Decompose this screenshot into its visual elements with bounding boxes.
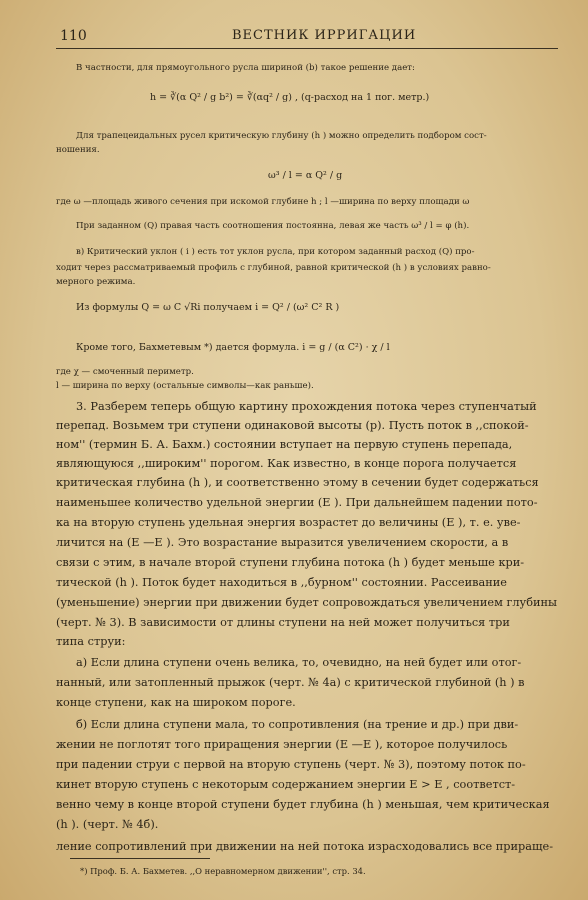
formula-bakhmetev: Кроме того, Бахметевым *) дается формула. i = g / (α C²) · χ / l [76,342,390,353]
paragraph-line: конце ступени, как на широком пороге. [56,696,296,709]
paragraph-line: кинет вторую ступень с некоторым содержанием энергии E > E , соответст- [56,778,516,791]
paragraph-line: (h ). (черт. № 4б). [56,818,159,831]
footnote-rule [70,858,210,859]
paragraph-line: нанный, или затопленный прыжок (черт. № 4а) с критической глубиной (h ) в [56,676,525,689]
formula-trapezoidal: ω³ / l = α Q² / g [268,170,343,181]
text-line: где χ — смоченный периметр. [56,367,194,377]
text-line: мерного режима. [56,277,136,287]
text-line: Для трапецеидальных русел критическую глубину (h ) можно определить подбором сост- [76,131,487,141]
paragraph-line: жении не поглотят того приращения энергии (E —E ), которое получилось [56,738,508,751]
paragraph-line: перепад. Возьмем три ступени одинаковой высоты (p). Пусть поток в ,,спокой- [56,419,529,432]
text-line: l — ширина по верху (остальные символы—как раньше). [56,381,314,391]
journal-title: ВЕСТНИК ИРРИГАЦИИ [232,28,417,43]
footnote: *) Проф. Б. А. Бахметев. ,,О неравномерном движении'', стр. 34. [80,866,366,876]
paragraph-line: ка на вторую ступень удельная энергия возрастет до величины (E ), т. е. уве- [56,516,521,529]
text-line: ходит через рассматриваемый профиль с глубиной, равной критической (h ) в условиях равно- [56,263,491,273]
paragraph-line: наименьшее количество удельной энергии (E ). При дальнейшем падении пото- [56,496,538,509]
paragraph-line: критическая глубина (h ), и соответственно этому в сечении будет содержаться [56,476,539,489]
page-header [56,28,558,49]
text-line: ношения. [56,145,100,155]
formula-critical-slope: Из формулы Q = ω C √Ri получаем i = Q² / (ω² C² R ) [76,302,340,313]
paragraph-line: а) Если длина ступени очень велика, то, очевидно, на ней будет или отог- [76,656,522,669]
paragraph-line: венно чему в конце второй ступени будет глубина (h ) меньшая, чем критическая [56,798,550,811]
paragraph-line: личится на (E —E ). Это возрастание выразится увеличением скорости, а в [56,536,509,549]
paragraph-line: типа струи: [56,635,126,648]
paragraph-line: при падении струи с первой на вторую ступень (черт. № 3), поэтому поток по- [56,758,526,771]
paragraph-line: связи с этим, в начале второй ступени глубина потока (h ) будет меньше кри- [56,556,525,569]
paragraph-line: являющуюся ,,широким'' порогом. Как известно, в конце порога получается [56,457,517,470]
text-line: В частности, для прямоугольного русла шириной (b) такое решение дает: [76,63,415,73]
paragraph-line: ление сопротивлений при движении на ней потока израсходовались все прираще- [56,840,554,853]
paragraph-line: б) Если длина ступени мала, то сопротивления (на трение и др.) при дви- [76,718,519,731]
text-line: При заданном (Q) правая часть соотношения постоянна, левая же часть ω³ / l = φ (h). [76,221,470,231]
page-number: 110 [60,28,87,44]
paragraph-line: 3. Разберем теперь общую картину прохождения потока через ступенчатый [76,400,537,413]
text-line: где ω —площадь живого сечения при искомой глубине h ; l —ширина по верху площади ω [56,197,470,207]
formula-critical-depth-rect: h = ∛(α Q² / g b²) = ∛(αq² / g) , (q-расход на 1 пог. метр.) [150,92,430,103]
paragraph-line: (черт. № 3). В зависимости от длины ступени на ней может получиться три [56,616,510,629]
paragraph-line: тической (h ). Поток будет находиться в ,,бурном'' состоянии. Рассеивание [56,576,507,589]
text-line: в) Критический уклон ( i ) есть тот уклон русла, при котором заданный расход (Q) про- [76,247,475,257]
paragraph-line: ном'' (термин Б. А. Бахм.) состоянии вступает на первую ступень перепада, [56,438,513,451]
paragraph-line: (уменьшение) энергии при движении будет сопровождаться увеличением глубины [56,596,558,609]
